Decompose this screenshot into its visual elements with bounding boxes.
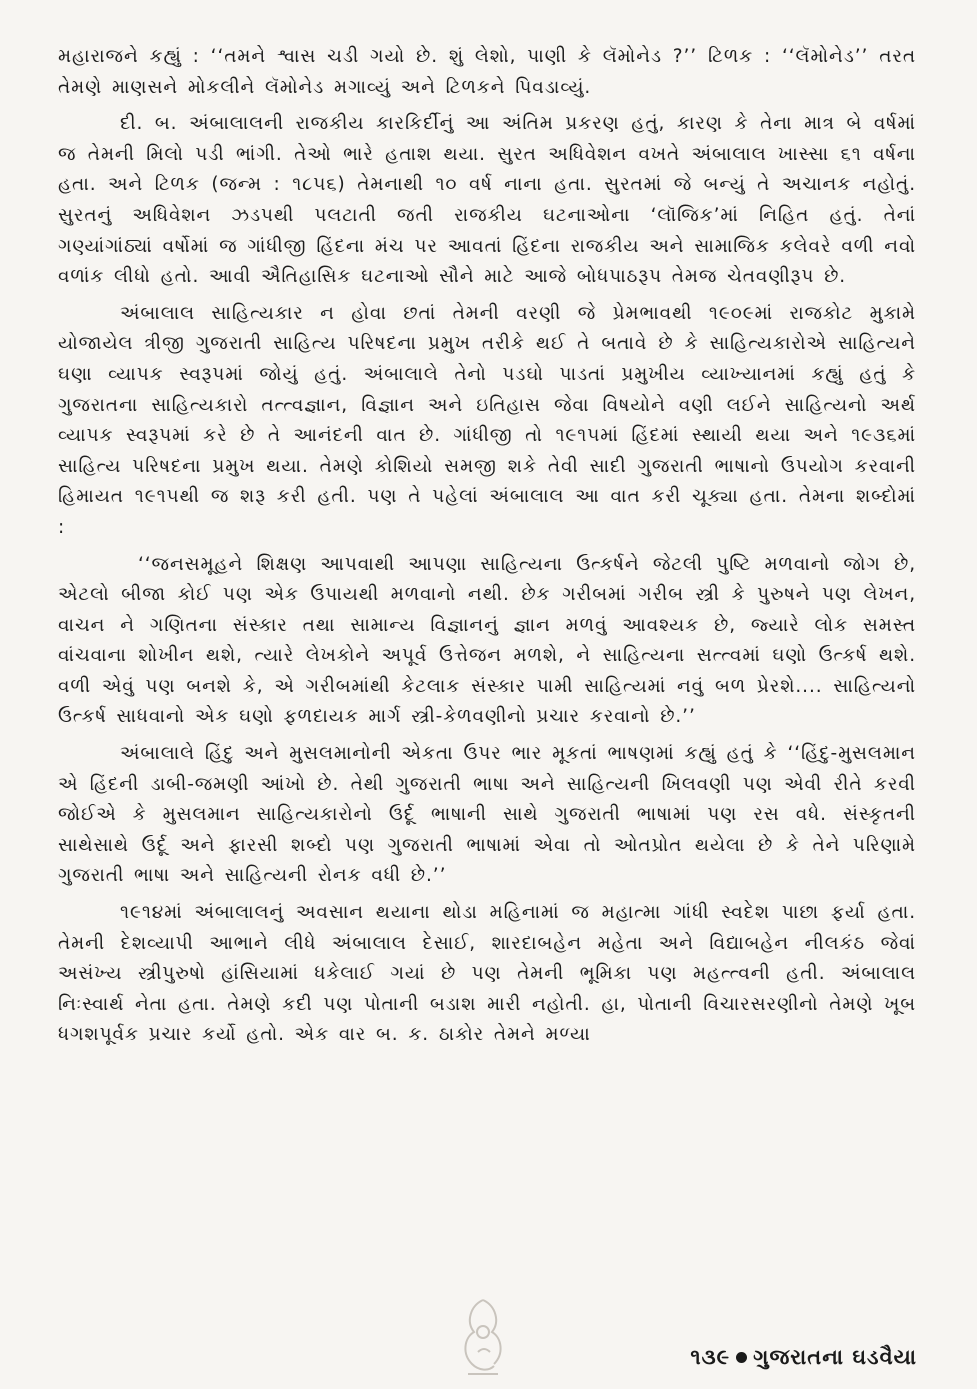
bullet-icon bbox=[736, 1352, 747, 1363]
page-body bbox=[58, 42, 916, 1057]
paragraph-political-career: દી. બ. અંબાલાલની રાજકીય કારકિર્દીનું આ અંતિમ પ્રકરણ હતું, કારણ કે તેના માત્ર બે વર્ષમાં જ તેમની મિલો પડી ભાંગી. તેઓ ભારે હતાશ થયા. સુરત અધિવેશન વખતે અંબાલાલ ખાસ્સા ૬૧ વર્ષના હતા. અને ટિળક (જન્મ : ૧૮૫૬) તેમનાથી ૧૦ વર્ષ નાના હતા. સુરતમાં જે બન્યું તે અચાનક નહોતું. સુરતનું અધિવેશન ઝડપથી પલટાતી જતી રાજકીય ઘટનાઓના ‘લૉજિક’માં નિહિત હતું. તેનાં ગણ્યાંગાંઠ્યાં વર્ષોમાં જ ગાંધીજી હિંદના મંચ પર આવતાં હિંદના રાજકીય અને સામાજિક કલેવરે વળી નવો વળાંક લીધો હતો. આવી ઐતિહાસિક ઘટનાઓ સૌને માટે આજે બોધપાઠરૂપ તેમજ ચેતવણીરૂપ છે. bbox=[58, 113, 916, 288]
page-footer bbox=[690, 1345, 917, 1370]
paragraph-quotation: ‘‘જનસમૂહને શિક્ષણ આપવાથી આપણા સાહિત્યના ઉત્કર્ષને જેટલી પુષ્ટિ મળવાનો જોગ છે, એટલો બીજા કોઈ પણ એક ઉપાયથી મળવાનો નથી. છેક ગરીબમાં ગરીબ સ્ત્રી કે પુરુષને પણ લેખન, વાચન ને ગણિતના સંસ્કાર તથા સામાન્ય વિજ્ઞાનનું જ્ઞાન મળવું આવશ્યક છે, જ્યારે લોક સમસ્ત વાંચવાના શોખીન થશે, ત્યારે લેખકોને અપૂર્વ ઉત્તેજન મળશે, ને સાહિત્યના સત્ત્વમાં ઘણો ઉત્કર્ષ થશે. વળી એવું પણ બનશે કે, એ ગરીબમાંથી કેટલાક સંસ્કાર પામી સાહિત્યમાં નવું બળ પ્રેરશે.... સાહિત્યનો ઉત્કર્ષ સાધવાનો એક ઘણો ફળદાયક માર્ગ સ્ત્રી-કેળવણીનો પ્રચાર કરવાનો છે.’’ bbox=[58, 553, 916, 728]
paragraph-sahitya-parishad: અંબાલાલ સાહિત્યકાર ન હોવા છતાં તેમની વરણી જે પ્રેમભાવથી ૧૯૦૯માં રાજકોટ મુકામે યોજાયેલ ત્રીજી ગુજરાતી સાહિત્ય પરિષદના પ્રમુખ તરીકે થઈ તે બતાવે છે કે સાહિત્યકારોએ સાહિત્યને ઘણા વ્યાપક સ્વરૂપમાં જોયું હતું. અંબાલાલે તેનો પડઘો પાડતાં પ્રમુખીય વ્યાખ્યાનમાં કહ્યું હતું કે ગુજરાતના સાહિત્યકારો તત્ત્વજ્ઞાન, વિજ્ઞાન અને ઇતિહાસ જેવા વિષયોને વણી લઈને સાહિત્યનો અર્થ વ્યાપક સ્વરૂપમાં કરે છે તે આનંદની વાત છે. ગાંધીજી તો ૧૯૧૫માં હિંદમાં સ્થાયી થયા અને ૧૯૩૬માં સાહિત્ય પરિષદના પ્રમુખ થયા. તેમણે કોશિયો સમજી શકે તેવી સાદી ગુજરાતી ભાષાનો ઉપયોગ કરવાની હિમાયત ૧૯૧૫થી જ શરૂ કરી હતી. પણ તે પહેલાં અંબાલાલ આ વાત કરી ચૂક્યા હતા. તેમના શબ્દોમાં : bbox=[58, 302, 916, 538]
paragraph-hindu-muslim-unity: અંબાલાલે હિંદુ અને મુસલમાનોની એકતા ઉપર ભાર મૂકતાં ભાષણમાં કહ્યું હતું કે ‘‘હિંદુ-મુસલમાન એ હિંદની ડાબી-જમણી આંખો છે. તેથી ગુજરાતી ભાષા અને સાહિત્યની ખિલવણી પણ એવી રીતે કરવી જોઈએ કે મુસલમાન સાહિત્યકારોનો ઉર્દૂ ભાષાની સાથે ગુજરાતી ભાષામાં પણ રસ વધે. સંસ્કૃતની સાથેસાથે ઉર્દૂ અને ફારસી શબ્દો પણ ગુજરાતી ભાષામાં એવા તો ઓતપ્રોત થયેલા છે કે તેને પરિણામે ગુજરાતી ભાષા અને સાહિત્યની રોનક વધી છે.’’ bbox=[58, 743, 916, 887]
faded-ornament-icon bbox=[448, 1292, 518, 1382]
paragraph-continuation: મહારાજને કહ્યું : ‘‘તમને શ્વાસ ચડી ગયો છે. શું લેશો, પાણી કે લૅમોનેડ ?’’ ટિળક : ‘‘લૅમોનેડ’’ તરત તેમણે માણસને મોકલીને લૅમોનેડ મગાવ્યું અને ટિળકને પિવડાવ્યું. bbox=[58, 46, 916, 98]
book-title: ગુજરાતના ઘડવૈયા bbox=[753, 1345, 917, 1369]
paragraph-gandhi-return: ૧૯૧૪માં અંબાલાલનું અવસાન થયાના થોડા મહિનામાં જ મહાત્મા ગાંધી સ્વદેશ પાછા ફર્યા હતા. તેમની દેશવ્યાપી આભાને લીધે અંબાલાલ દેસાઈ, શારદાબહેન મહેતા અને વિદ્યાબહેન નીલકંઠ જેવાં અસંખ્ય સ્ત્રીપુરુષો હાંસિયામાં ધકેલાઈ ગયાં છે પણ તેમની ભૂમિકા પણ મહત્ત્વની હતી. અંબાલાલ નિઃસ્વાર્થ નેતા હતા. તેમણે કદી પણ પોતાની બડાશ મારી નહોતી. હા, પોતાની વિચારસરણીનો તેમણે ખૂબ ધગશપૂર્વક પ્રચાર કર્યો હતો. એક વાર બ. ક. ઠાકોર તેમને મળ્યા bbox=[58, 902, 916, 1046]
page-number: ૧૩૯ bbox=[690, 1345, 731, 1369]
